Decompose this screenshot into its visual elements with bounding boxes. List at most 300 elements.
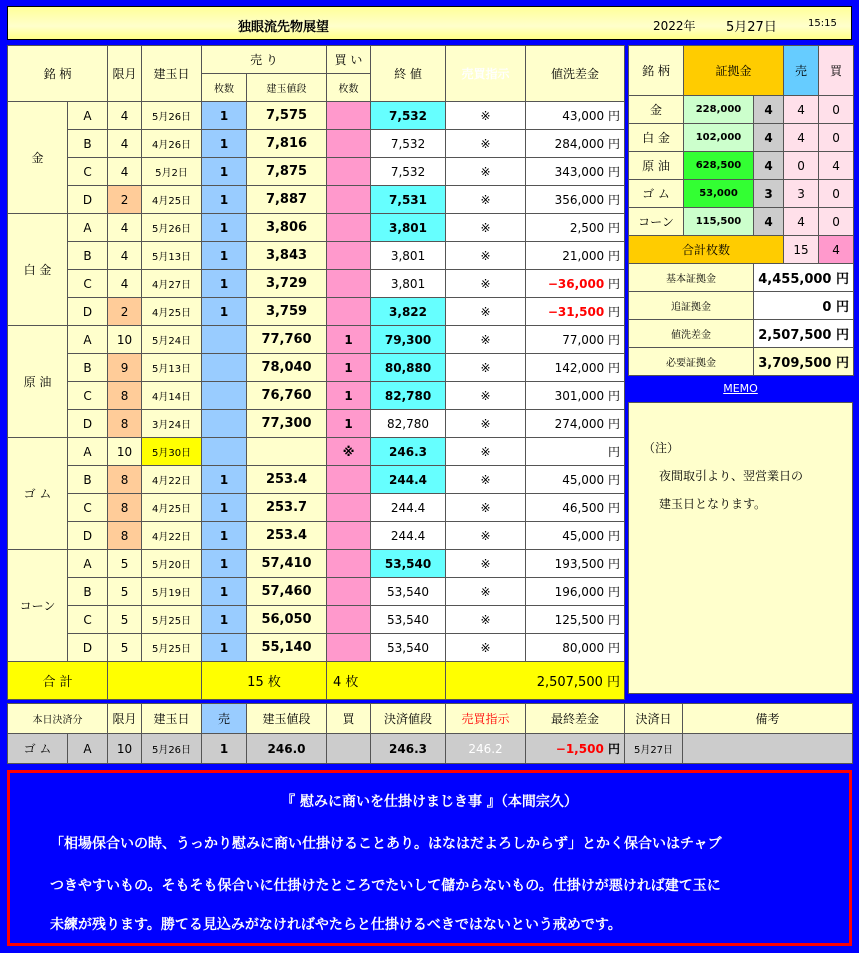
table-row — [8, 270, 625, 298]
settle-settle-price: 246.3 — [371, 734, 446, 764]
table-row — [8, 410, 625, 438]
table-row — [8, 130, 625, 158]
margin-value: 102,000 — [684, 124, 754, 152]
summary-value: 4,455,000 円 — [754, 264, 854, 292]
row-sub: D — [68, 298, 108, 326]
summary-value: 2,507,500 円 — [754, 320, 854, 348]
row-signal: ※ — [446, 298, 526, 326]
settle-header-date: 建玉日 — [142, 704, 202, 734]
header-brand: 銘 柄 — [8, 46, 108, 102]
row-month: 8 — [108, 522, 142, 550]
margin-qty: 4 — [754, 208, 784, 236]
row-sub: D — [68, 186, 108, 214]
row-sell-count: 1 — [202, 270, 247, 298]
row-close: 80,880 — [371, 354, 446, 382]
margin-row — [629, 124, 854, 152]
margin-qty: 4 — [754, 124, 784, 152]
row-sell-count — [202, 354, 247, 382]
row-month: 10 — [108, 326, 142, 354]
row-signal: ※ — [446, 466, 526, 494]
row-sub: C — [68, 270, 108, 298]
memo-line-3: 建玉日となります。 — [659, 497, 767, 511]
row-signal: ※ — [446, 578, 526, 606]
margin-name: 金 — [629, 96, 684, 124]
row-signal: ※ — [446, 410, 526, 438]
row-month: 9 — [108, 354, 142, 382]
row-buy-count — [327, 102, 371, 130]
row-price: 56,050 — [247, 606, 327, 634]
header-sell-count: 枚数 — [202, 74, 247, 102]
row-close: 7,532 — [371, 130, 446, 158]
row-price: 3,843 — [247, 242, 327, 270]
margin-row — [629, 180, 854, 208]
row-price: 3,759 — [247, 298, 327, 326]
row-sell-count: 1 — [202, 214, 247, 242]
row-close: 246.3 — [371, 438, 446, 466]
row-signal: ※ — [446, 522, 526, 550]
summary-value: 3,709,500 円 — [754, 348, 854, 376]
page-title: 独眼流先物展望 — [238, 20, 330, 35]
row-close: 7,532 — [371, 102, 446, 130]
margin-total-sell: 15 — [784, 236, 819, 264]
summary-value: 0 円 — [754, 292, 854, 320]
margin-row — [629, 152, 854, 180]
row-sell-count: 1 — [202, 606, 247, 634]
row-sell-count: 1 — [202, 130, 247, 158]
totals-diff: 2,507,500 円 — [446, 662, 625, 700]
row-buy-count — [327, 634, 371, 662]
row-signal: ※ — [446, 242, 526, 270]
row-diff: 274,000 円 — [526, 410, 625, 438]
row-signal: ※ — [446, 606, 526, 634]
row-buy-count — [327, 130, 371, 158]
group-name: 金 — [8, 102, 68, 214]
header-sell: 売 り — [202, 46, 327, 74]
row-sell-count — [202, 438, 247, 466]
settlement-table — [7, 703, 853, 764]
table-row — [8, 578, 625, 606]
margin-name: 白 金 — [629, 124, 684, 152]
row-date: 5月25日 — [142, 634, 202, 662]
row-diff: 356,000 円 — [526, 186, 625, 214]
margin-header-buy: 買 — [819, 46, 854, 96]
row-month: 4 — [108, 242, 142, 270]
row-month: 8 — [108, 466, 142, 494]
row-month: 5 — [108, 606, 142, 634]
margin-name: 原 油 — [629, 152, 684, 180]
margin-header-brand: 銘 柄 — [629, 46, 684, 96]
margin-header-sell: 売 — [784, 46, 819, 96]
margin-value: 115,500 — [684, 208, 754, 236]
settle-header-sell: 売 — [202, 704, 247, 734]
summary-label: 値洗差金 — [629, 320, 754, 348]
row-date: 4月25日 — [142, 186, 202, 214]
summary-label: 基本証拠金 — [629, 264, 754, 292]
table-row — [8, 466, 625, 494]
header-buy: 買 い — [327, 46, 371, 74]
row-sell-count: 1 — [202, 298, 247, 326]
row-price: 77,300 — [247, 410, 327, 438]
header-signal: 売買指示 — [446, 46, 526, 102]
row-sub: C — [68, 606, 108, 634]
row-sub: A — [68, 102, 108, 130]
row-close: 53,540 — [371, 550, 446, 578]
row-diff: 45,000 円 — [526, 522, 625, 550]
quote-line-2: つきやすいもの。そもそも保合いに仕掛けたところでたいして儲からないもの。仕掛けが悪ければ建て玉に — [50, 878, 721, 894]
row-diff: −31,500 円 — [526, 298, 625, 326]
memo-line-2: 夜間取引より、翌営業日の — [659, 469, 804, 483]
year-label: 2022年 — [653, 19, 696, 33]
row-month: 5 — [108, 578, 142, 606]
row-price: 7,887 — [247, 186, 327, 214]
row-signal: ※ — [446, 438, 526, 466]
group-name: 原 油 — [8, 326, 68, 438]
settle-signal: 246.2 — [446, 734, 526, 764]
row-buy-count — [327, 466, 371, 494]
totals-row — [8, 662, 625, 700]
table-row — [8, 326, 625, 354]
settle-name: ゴ ム — [8, 734, 68, 764]
row-buy-count — [327, 606, 371, 634]
settle-header-settle-price: 決済値段 — [371, 704, 446, 734]
totals-sell: 15 枚 — [202, 662, 327, 700]
row-diff: 円 — [526, 438, 625, 466]
settle-header-buy: 買 — [327, 704, 371, 734]
row-diff: −36,000 円 — [526, 270, 625, 298]
memo-link-wrap — [628, 381, 853, 401]
row-signal: ※ — [446, 382, 526, 410]
row-signal: ※ — [446, 186, 526, 214]
row-close: 244.4 — [371, 522, 446, 550]
settle-settle-date: 5月27日 — [625, 734, 683, 764]
settle-month: 10 — [108, 734, 142, 764]
row-price: 57,410 — [247, 550, 327, 578]
row-diff: 46,500 円 — [526, 494, 625, 522]
row-month: 8 — [108, 382, 142, 410]
table-row — [8, 186, 625, 214]
row-date: 5月25日 — [142, 606, 202, 634]
margin-buy: 0 — [819, 208, 854, 236]
table-row — [8, 214, 625, 242]
row-signal: ※ — [446, 102, 526, 130]
row-month: 2 — [108, 298, 142, 326]
row-date: 5月30日 — [142, 438, 202, 466]
row-signal: ※ — [446, 550, 526, 578]
settle-row — [8, 734, 853, 764]
group-name: コーン — [8, 550, 68, 662]
row-buy-count — [327, 578, 371, 606]
row-diff: 21,000 円 — [526, 242, 625, 270]
header-price: 建玉値段 — [247, 74, 327, 102]
row-date: 5月26日 — [142, 102, 202, 130]
row-signal: ※ — [446, 214, 526, 242]
row-sell-count: 1 — [202, 550, 247, 578]
row-sell-count: 1 — [202, 242, 247, 270]
row-diff: 343,000 円 — [526, 158, 625, 186]
settle-header-label: 本日決済分 — [8, 704, 108, 734]
margin-row — [629, 208, 854, 236]
row-sell-count: 1 — [202, 102, 247, 130]
row-sub: B — [68, 130, 108, 158]
header-buy-count: 枚数 — [327, 74, 371, 102]
margin-buy: 0 — [819, 180, 854, 208]
row-price: 78,040 — [247, 354, 327, 382]
settle-note — [683, 734, 853, 764]
row-month: 8 — [108, 410, 142, 438]
quote-title: 『 慰みに商いを仕掛けまじき事 』（本間宗久） — [281, 794, 578, 810]
row-diff: 284,000 円 — [526, 130, 625, 158]
row-price: 7,816 — [247, 130, 327, 158]
settle-header-settle-date: 決済日 — [625, 704, 683, 734]
margin-qty: 3 — [754, 180, 784, 208]
summary-row — [629, 348, 854, 376]
row-sell-count: 1 — [202, 466, 247, 494]
margin-name: コーン — [629, 208, 684, 236]
settle-header-note: 備考 — [683, 704, 853, 734]
table-row — [8, 242, 625, 270]
row-diff: 80,000 円 — [526, 634, 625, 662]
row-date: 4月26日 — [142, 130, 202, 158]
settle-buy — [327, 734, 371, 764]
margin-buy: 0 — [819, 124, 854, 152]
summary-row — [629, 264, 854, 292]
table-row — [8, 606, 625, 634]
row-price: 77,760 — [247, 326, 327, 354]
row-buy-count — [327, 158, 371, 186]
margin-sell: 4 — [784, 208, 819, 236]
row-signal: ※ — [446, 326, 526, 354]
row-sub: B — [68, 354, 108, 382]
table-row — [8, 382, 625, 410]
row-close: 3,801 — [371, 214, 446, 242]
row-buy-count — [327, 186, 371, 214]
row-month: 4 — [108, 102, 142, 130]
row-close: 3,801 — [371, 270, 446, 298]
settle-final: −1,500 円 — [526, 734, 625, 764]
memo-line-1: （注） — [643, 441, 680, 455]
row-buy-count — [327, 522, 371, 550]
row-month: 5 — [108, 634, 142, 662]
row-date: 4月14日 — [142, 382, 202, 410]
row-date: 4月22日 — [142, 466, 202, 494]
row-close: 3,822 — [371, 298, 446, 326]
header-month: 限月 — [108, 46, 142, 102]
margin-sell: 4 — [784, 96, 819, 124]
margin-total-label: 合計枚数 — [629, 236, 784, 264]
row-signal: ※ — [446, 494, 526, 522]
row-date: 3月24日 — [142, 410, 202, 438]
row-price: 253.7 — [247, 494, 327, 522]
row-date: 5月26日 — [142, 214, 202, 242]
row-close: 53,540 — [371, 634, 446, 662]
row-buy-count: 1 — [327, 410, 371, 438]
row-date: 4月27日 — [142, 270, 202, 298]
table-row — [8, 494, 625, 522]
summary-label: 追証拠金 — [629, 292, 754, 320]
header-diff: 値洗差金 — [526, 46, 625, 102]
row-sell-count: 1 — [202, 186, 247, 214]
margin-sell: 0 — [784, 152, 819, 180]
settle-header-price: 建玉値段 — [247, 704, 327, 734]
quote-line-3: 未練が残ります。勝てる見込みがなければやたらと仕掛けるべきではないという戒めです。 — [50, 917, 622, 933]
row-sell-count: 1 — [202, 578, 247, 606]
row-month: 5 — [108, 550, 142, 578]
row-buy-count — [327, 214, 371, 242]
settle-sell: 1 — [202, 734, 247, 764]
margin-value: 53,000 — [684, 180, 754, 208]
row-sub: C — [68, 158, 108, 186]
row-diff: 301,000 円 — [526, 382, 625, 410]
settle-date: 5月26日 — [142, 734, 202, 764]
row-date: 5月2日 — [142, 158, 202, 186]
quote-box — [7, 770, 852, 946]
row-price — [247, 438, 327, 466]
row-price: 57,460 — [247, 578, 327, 606]
row-diff: 43,000 円 — [526, 102, 625, 130]
row-diff: 196,000 円 — [526, 578, 625, 606]
row-close: 53,540 — [371, 578, 446, 606]
table-row — [8, 550, 625, 578]
row-buy-count: 1 — [327, 354, 371, 382]
margin-qty: 4 — [754, 152, 784, 180]
row-month: 4 — [108, 270, 142, 298]
row-signal: ※ — [446, 634, 526, 662]
date-label: 5月27日 — [726, 20, 777, 35]
row-sub: A — [68, 438, 108, 466]
settle-sub: A — [68, 734, 108, 764]
row-sub: B — [68, 466, 108, 494]
quote-line-1: 「相場保合いの時、うっかり慰みに商い仕掛けることあり。はなはだよろしからず」とかく保合いはチャブ — [50, 836, 722, 852]
row-month: 4 — [108, 158, 142, 186]
table-row — [8, 298, 625, 326]
row-sell-count: 1 — [202, 494, 247, 522]
table-row — [8, 102, 625, 130]
group-name: 白 金 — [8, 214, 68, 326]
row-price: 3,729 — [247, 270, 327, 298]
row-date: 4月25日 — [142, 494, 202, 522]
row-date: 4月25日 — [142, 298, 202, 326]
row-signal: ※ — [446, 158, 526, 186]
row-date: 5月19日 — [142, 578, 202, 606]
header-close: 終 値 — [371, 46, 446, 102]
row-price: 7,875 — [247, 158, 327, 186]
settle-header-signal: 売買指示 — [446, 704, 526, 734]
row-close: 244.4 — [371, 494, 446, 522]
row-date: 5月24日 — [142, 326, 202, 354]
summary-row — [629, 320, 854, 348]
table-row — [8, 634, 625, 662]
margin-buy: 4 — [819, 152, 854, 180]
row-diff: 193,500 円 — [526, 550, 625, 578]
row-date: 5月13日 — [142, 354, 202, 382]
header-date: 建玉日 — [142, 46, 202, 102]
row-close: 79,300 — [371, 326, 446, 354]
row-month: 4 — [108, 214, 142, 242]
row-sub: A — [68, 326, 108, 354]
row-signal: ※ — [446, 130, 526, 158]
row-sell-count: 1 — [202, 634, 247, 662]
row-price: 253.4 — [247, 522, 327, 550]
margin-table — [628, 45, 854, 376]
table-row — [8, 438, 625, 466]
row-date: 5月20日 — [142, 550, 202, 578]
memo-link[interactable]: MEMO — [723, 382, 758, 395]
row-date: 4月22日 — [142, 522, 202, 550]
margin-name: ゴ ム — [629, 180, 684, 208]
row-sub: D — [68, 634, 108, 662]
row-close: 82,780 — [371, 382, 446, 410]
row-buy-count: 1 — [327, 326, 371, 354]
row-buy-count — [327, 270, 371, 298]
row-buy-count — [327, 298, 371, 326]
row-price: 3,806 — [247, 214, 327, 242]
row-sub: D — [68, 522, 108, 550]
group-name: ゴ ム — [8, 438, 68, 550]
row-sub: D — [68, 410, 108, 438]
row-buy-count — [327, 242, 371, 270]
margin-sell: 4 — [784, 124, 819, 152]
row-price: 253.4 — [247, 466, 327, 494]
row-close: 7,531 — [371, 186, 446, 214]
margin-value: 628,500 — [684, 152, 754, 180]
table-row — [8, 158, 625, 186]
row-diff: 45,000 円 — [526, 466, 625, 494]
totals-label: 合 計 — [8, 662, 108, 700]
row-sub: A — [68, 214, 108, 242]
row-price: 7,575 — [247, 102, 327, 130]
row-price: 55,140 — [247, 634, 327, 662]
settle-header-month: 限月 — [108, 704, 142, 734]
row-diff: 2,500 円 — [526, 214, 625, 242]
margin-buy: 0 — [819, 96, 854, 124]
row-sub: C — [68, 382, 108, 410]
row-buy-count — [327, 494, 371, 522]
row-signal: ※ — [446, 354, 526, 382]
row-sub: C — [68, 494, 108, 522]
row-sell-count: 1 — [202, 158, 247, 186]
margin-qty: 4 — [754, 96, 784, 124]
memo-box — [628, 402, 853, 694]
summary-row — [629, 292, 854, 320]
row-close: 7,532 — [371, 158, 446, 186]
row-sell-count — [202, 382, 247, 410]
row-diff: 125,500 円 — [526, 606, 625, 634]
totals-buy: 4 枚 — [327, 662, 446, 700]
row-price: 76,760 — [247, 382, 327, 410]
row-buy-count: 1 — [327, 382, 371, 410]
row-diff: 142,000 円 — [526, 354, 625, 382]
positions-table — [7, 45, 625, 700]
row-sub: A — [68, 550, 108, 578]
row-close: 3,801 — [371, 242, 446, 270]
row-month: 8 — [108, 494, 142, 522]
row-buy-count: ※ — [327, 438, 371, 466]
row-month: 10 — [108, 438, 142, 466]
margin-value: 228,000 — [684, 96, 754, 124]
settle-header-final: 最終差金 — [526, 704, 625, 734]
table-row — [8, 522, 625, 550]
title-bar — [7, 6, 852, 40]
margin-total-buy: 4 — [819, 236, 854, 264]
table-row — [8, 354, 625, 382]
settle-price: 246.0 — [247, 734, 327, 764]
time-label: 15:15 — [808, 18, 837, 29]
row-month: 2 — [108, 186, 142, 214]
row-sub: B — [68, 578, 108, 606]
row-month: 4 — [108, 130, 142, 158]
row-close: 53,540 — [371, 606, 446, 634]
row-signal: ※ — [446, 270, 526, 298]
